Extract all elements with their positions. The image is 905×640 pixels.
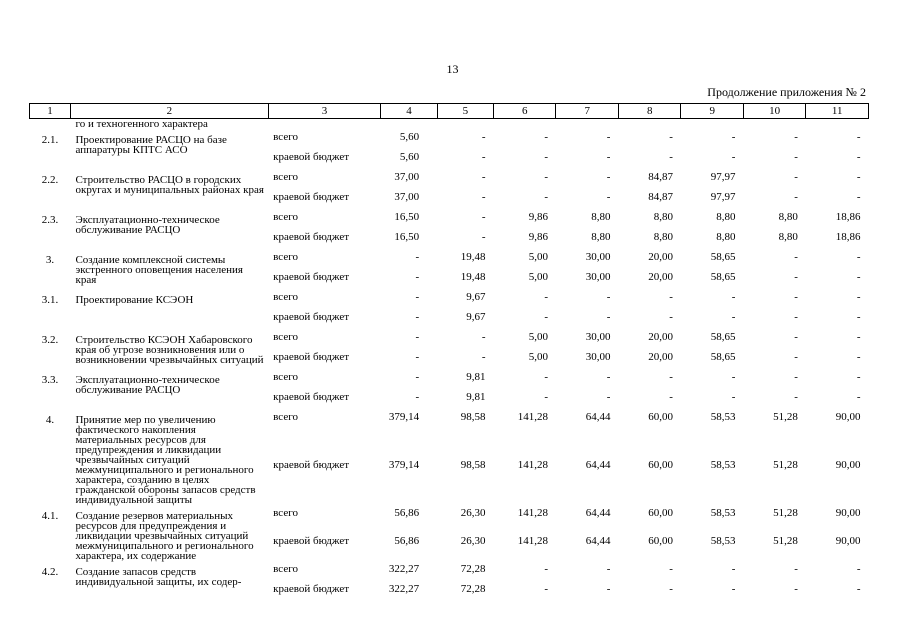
value-cell: -	[794, 151, 798, 163]
value-cell: -	[669, 291, 673, 303]
row-name: Создание запасов средств индивидуальной защиты, их содер-	[75, 566, 242, 588]
value-cell: 20,00	[648, 251, 673, 263]
value-cell: -	[856, 583, 861, 595]
value-cell: 58,53	[710, 507, 736, 519]
value-cell: -	[415, 291, 420, 303]
value-cell: -	[794, 291, 798, 303]
value-cell: -	[544, 583, 548, 595]
value-cell: -	[856, 271, 861, 283]
value-cell: -	[669, 371, 673, 383]
value-cell: -	[669, 391, 673, 403]
value-cell: 18,86	[835, 211, 861, 223]
value-cell: 58,53	[710, 411, 736, 423]
value-cell: 30,00	[585, 351, 611, 363]
funding-type: всего	[273, 371, 298, 383]
value-cell: 51,28	[773, 507, 798, 519]
value-cell: -	[669, 311, 673, 323]
table-row	[30, 249, 869, 269]
funding-type: всего	[273, 251, 298, 263]
value-cell: 84,87	[648, 171, 673, 183]
row-name: Эксплуатационно-техническое обслуживание РАСЦО	[75, 374, 220, 396]
value-cell: -	[481, 231, 486, 243]
row-number: 3.2.	[41, 334, 59, 346]
value-cell: -	[856, 311, 861, 323]
value-cell: 98,58	[460, 459, 486, 471]
value-cell: 5,00	[528, 351, 548, 363]
value-cell: 9,81	[466, 371, 486, 383]
value-cell: 141,28	[517, 411, 548, 423]
value-cell: 37,00	[394, 191, 420, 203]
value-cell: 60,00	[648, 411, 673, 423]
value-cell: -	[856, 563, 861, 575]
funding-type: всего	[273, 211, 298, 223]
appendix-note: Продолжение приложения № 2	[707, 85, 866, 99]
row-number: 2.3.	[41, 214, 59, 226]
value-cell: 72,28	[460, 583, 486, 595]
funding-type: всего	[273, 171, 298, 183]
value-cell: -	[669, 131, 673, 143]
value-cell: -	[794, 583, 798, 595]
column-header-cell: 5	[437, 104, 493, 119]
row-name: Принятие мер по увеличению фактического накопления материальных ресурсов для предупреждения и ликвидации чрезвычайных ситуаций межмуниципального и регионального характера, созданию в целях гражданской обороны запасов средств индивидуальной защиты	[75, 414, 256, 506]
value-cell: 37,00	[394, 171, 420, 183]
value-cell: 5,00	[528, 331, 548, 343]
column-header-cell: 3	[268, 104, 381, 119]
value-cell: 9,67	[466, 311, 486, 323]
value-cell: -	[856, 131, 861, 143]
value-cell: -	[731, 131, 736, 143]
funding-type: краевой бюджет	[273, 151, 350, 163]
value-cell: 64,44	[585, 507, 611, 519]
value-cell: -	[415, 251, 420, 263]
value-cell: 64,44	[585, 459, 611, 471]
value-cell: 56,86	[394, 535, 420, 547]
value-cell: -	[856, 291, 861, 303]
row-number: 3.3.	[41, 374, 59, 386]
funding-type: краевой бюджет	[273, 535, 350, 547]
value-cell: 90,00	[835, 459, 861, 471]
funding-type: краевой бюджет	[273, 271, 350, 283]
value-cell: -	[856, 191, 861, 203]
value-cell: -	[794, 371, 798, 383]
value-cell: -	[794, 311, 798, 323]
table-row	[30, 129, 869, 149]
value-cell: 8,80	[653, 231, 673, 243]
value-cell: -	[669, 563, 673, 575]
value-cell: 19,48	[460, 271, 486, 283]
value-cell: 379,14	[388, 411, 420, 423]
value-cell: 90,00	[835, 535, 861, 547]
value-cell: 84,87	[648, 191, 673, 203]
value-cell: -	[731, 563, 736, 575]
value-cell: 58,65	[710, 351, 736, 363]
column-number-header	[30, 104, 869, 119]
value-cell: 97,97	[710, 171, 736, 183]
value-cell: 9,86	[528, 231, 548, 243]
funding-type: краевой бюджет	[273, 231, 350, 243]
value-cell: 60,00	[648, 507, 673, 519]
value-cell: -	[731, 311, 736, 323]
value-cell: 5,60	[399, 151, 420, 163]
funding-type: всего	[273, 131, 298, 143]
value-cell: -	[669, 151, 673, 163]
column-header-cell: 1	[30, 104, 71, 119]
value-cell: -	[544, 131, 548, 143]
value-cell: 9,86	[528, 211, 548, 223]
value-cell: 5,60	[399, 131, 420, 143]
value-cell: -	[794, 171, 798, 183]
value-cell: 30,00	[585, 251, 611, 263]
value-cell: -	[856, 391, 861, 403]
funding-type: всего	[273, 411, 298, 423]
value-cell: 8,80	[591, 231, 611, 243]
value-cell: -	[669, 583, 673, 595]
value-cell: 64,44	[585, 411, 611, 423]
value-cell: 8,80	[778, 231, 798, 243]
value-cell: -	[481, 151, 486, 163]
value-cell: 72,28	[460, 563, 486, 575]
value-cell: -	[415, 351, 420, 363]
value-cell: 98,58	[460, 411, 486, 423]
value-cell: -	[606, 291, 611, 303]
value-cell: 56,86	[394, 507, 420, 519]
value-cell: 58,65	[710, 331, 736, 343]
value-cell: 51,28	[773, 535, 798, 547]
value-cell: -	[544, 563, 548, 575]
value-cell: -	[794, 563, 798, 575]
value-cell: 20,00	[648, 351, 673, 363]
value-cell: -	[856, 251, 861, 263]
value-cell: -	[481, 351, 486, 363]
value-cell: 60,00	[648, 459, 673, 471]
value-cell: 8,80	[778, 211, 798, 223]
funding-type: краевой бюджет	[273, 459, 350, 471]
value-cell: 5,00	[528, 271, 548, 283]
funding-type: всего	[273, 563, 298, 575]
value-cell: 16,50	[394, 211, 420, 223]
value-cell: -	[731, 391, 736, 403]
value-cell: 9,81	[466, 391, 486, 403]
column-header-cell: 7	[556, 104, 618, 119]
value-cell: 8,80	[591, 211, 611, 223]
value-cell: 141,28	[517, 459, 548, 471]
funding-type: краевой бюджет	[273, 583, 350, 595]
row-number: 4.1.	[41, 510, 59, 522]
value-cell: -	[794, 391, 798, 403]
value-cell: 90,00	[835, 411, 861, 423]
row-name: Эксплуатационно-техническое обслуживание РАСЦО	[75, 214, 220, 236]
value-cell: 26,30	[460, 535, 486, 547]
value-cell: -	[606, 151, 611, 163]
value-cell: -	[731, 291, 736, 303]
funding-type: краевой бюджет	[273, 311, 350, 323]
row-number: 3.	[45, 254, 55, 266]
funding-type: краевой бюджет	[273, 191, 350, 203]
column-header-cell: 11	[806, 104, 869, 119]
value-cell: 19,48	[460, 251, 486, 263]
value-cell: -	[544, 191, 548, 203]
funding-type: всего	[273, 507, 298, 519]
value-cell: -	[606, 171, 611, 183]
value-cell: 64,44	[585, 535, 611, 547]
value-cell: -	[544, 291, 548, 303]
value-cell: -	[794, 271, 798, 283]
value-cell: 30,00	[585, 271, 611, 283]
budget-table	[29, 103, 869, 601]
row-name: Строительство КСЭОН Хабаровского края об угрозе возникновения или о возникновении чрезвычайных ситуаций	[75, 334, 264, 366]
value-cell: 322,27	[388, 583, 420, 595]
value-cell: -	[794, 351, 798, 363]
value-cell: -	[481, 331, 486, 343]
value-cell: 58,65	[710, 251, 736, 263]
row-number: 3.1.	[41, 294, 59, 306]
value-cell: -	[606, 563, 611, 575]
value-cell: -	[606, 191, 611, 203]
value-cell: -	[794, 191, 798, 203]
funding-type: краевой бюджет	[273, 351, 350, 363]
value-cell: 51,28	[773, 411, 798, 423]
row-number: 2.2.	[41, 174, 59, 186]
row-name: Создание комплексной системы экстренного оповещения населения края	[75, 254, 243, 286]
column-header-cell: 2	[70, 104, 268, 119]
value-cell: -	[606, 311, 611, 323]
value-cell: 9,67	[466, 291, 486, 303]
table-row	[30, 209, 869, 229]
value-cell: -	[731, 583, 736, 595]
table-row	[30, 119, 869, 130]
value-cell: -	[415, 271, 420, 283]
value-cell: -	[544, 391, 548, 403]
value-cell: -	[544, 371, 548, 383]
table-row	[30, 561, 869, 581]
value-cell: 141,28	[517, 507, 548, 519]
column-header-cell: 6	[494, 104, 556, 119]
value-cell: -	[794, 251, 798, 263]
table-row	[30, 409, 869, 457]
value-cell: 322,27	[388, 563, 420, 575]
value-cell: 90,00	[835, 507, 861, 519]
value-cell: -	[606, 391, 611, 403]
continued-text: го и техногенного характера	[75, 118, 208, 130]
value-cell: -	[794, 131, 798, 143]
value-cell: -	[415, 391, 420, 403]
row-number: 4.2.	[41, 566, 59, 578]
value-cell: -	[856, 171, 861, 183]
value-cell: 8,80	[716, 211, 736, 223]
value-cell: -	[606, 131, 611, 143]
value-cell: -	[481, 171, 486, 183]
value-cell: -	[544, 151, 548, 163]
value-cell: -	[731, 151, 736, 163]
value-cell: -	[856, 371, 861, 383]
value-cell: 20,00	[648, 271, 673, 283]
value-cell: 58,53	[710, 459, 736, 471]
value-cell: 58,65	[710, 271, 736, 283]
value-cell: 26,30	[460, 507, 486, 519]
value-cell: 16,50	[394, 231, 420, 243]
table-row	[30, 369, 869, 389]
value-cell: -	[415, 331, 420, 343]
value-cell: -	[606, 371, 611, 383]
table-row	[30, 329, 869, 349]
value-cell: 58,53	[710, 535, 736, 547]
table-row	[30, 169, 869, 189]
table-row	[30, 289, 869, 309]
column-header-cell: 9	[681, 104, 743, 119]
value-cell: 30,00	[585, 331, 611, 343]
row-name: Проектирование КСЭОН	[75, 294, 194, 306]
column-header-cell: 8	[618, 104, 680, 119]
value-cell: 18,86	[835, 231, 861, 243]
value-cell: 97,97	[710, 191, 736, 203]
page-number: 13	[446, 62, 459, 76]
row-number: 2.1.	[41, 134, 59, 146]
value-cell: -	[856, 151, 861, 163]
value-cell: -	[544, 311, 548, 323]
row-name: Создание резервов материальных ресурсов для предупреждения и ликвидации чрезвычайных ситуаций межмуниципального и регионального характера, их содержание	[75, 510, 254, 562]
value-cell: -	[794, 331, 798, 343]
funding-type: краевой бюджет	[273, 391, 350, 403]
value-cell: -	[606, 583, 611, 595]
funding-type: всего	[273, 331, 298, 343]
value-cell: -	[731, 371, 736, 383]
value-cell: 60,00	[648, 535, 673, 547]
row-number: 4.	[45, 414, 55, 426]
value-cell: -	[481, 131, 486, 143]
value-cell: -	[481, 191, 486, 203]
value-cell: -	[415, 371, 420, 383]
column-header-cell: 10	[743, 104, 805, 119]
value-cell: -	[856, 331, 861, 343]
value-cell: 8,80	[716, 231, 736, 243]
value-cell: 8,80	[653, 211, 673, 223]
value-cell: -	[415, 311, 420, 323]
value-cell: 379,14	[388, 459, 420, 471]
column-header-cell: 4	[381, 104, 437, 119]
row-name: Строительство РАСЦО в городских округах и муниципальных районах края	[75, 174, 264, 196]
funding-type: всего	[273, 291, 298, 303]
value-cell: -	[856, 351, 861, 363]
value-cell: 20,00	[648, 331, 673, 343]
row-name: Проектирование РАСЦО на базе аппаратуры КПТС АСО	[75, 134, 227, 156]
value-cell: 141,28	[517, 535, 548, 547]
value-cell: 51,28	[773, 459, 798, 471]
table-row	[30, 505, 869, 533]
value-cell: -	[544, 171, 548, 183]
value-cell: 5,00	[528, 251, 548, 263]
value-cell: -	[481, 211, 486, 223]
